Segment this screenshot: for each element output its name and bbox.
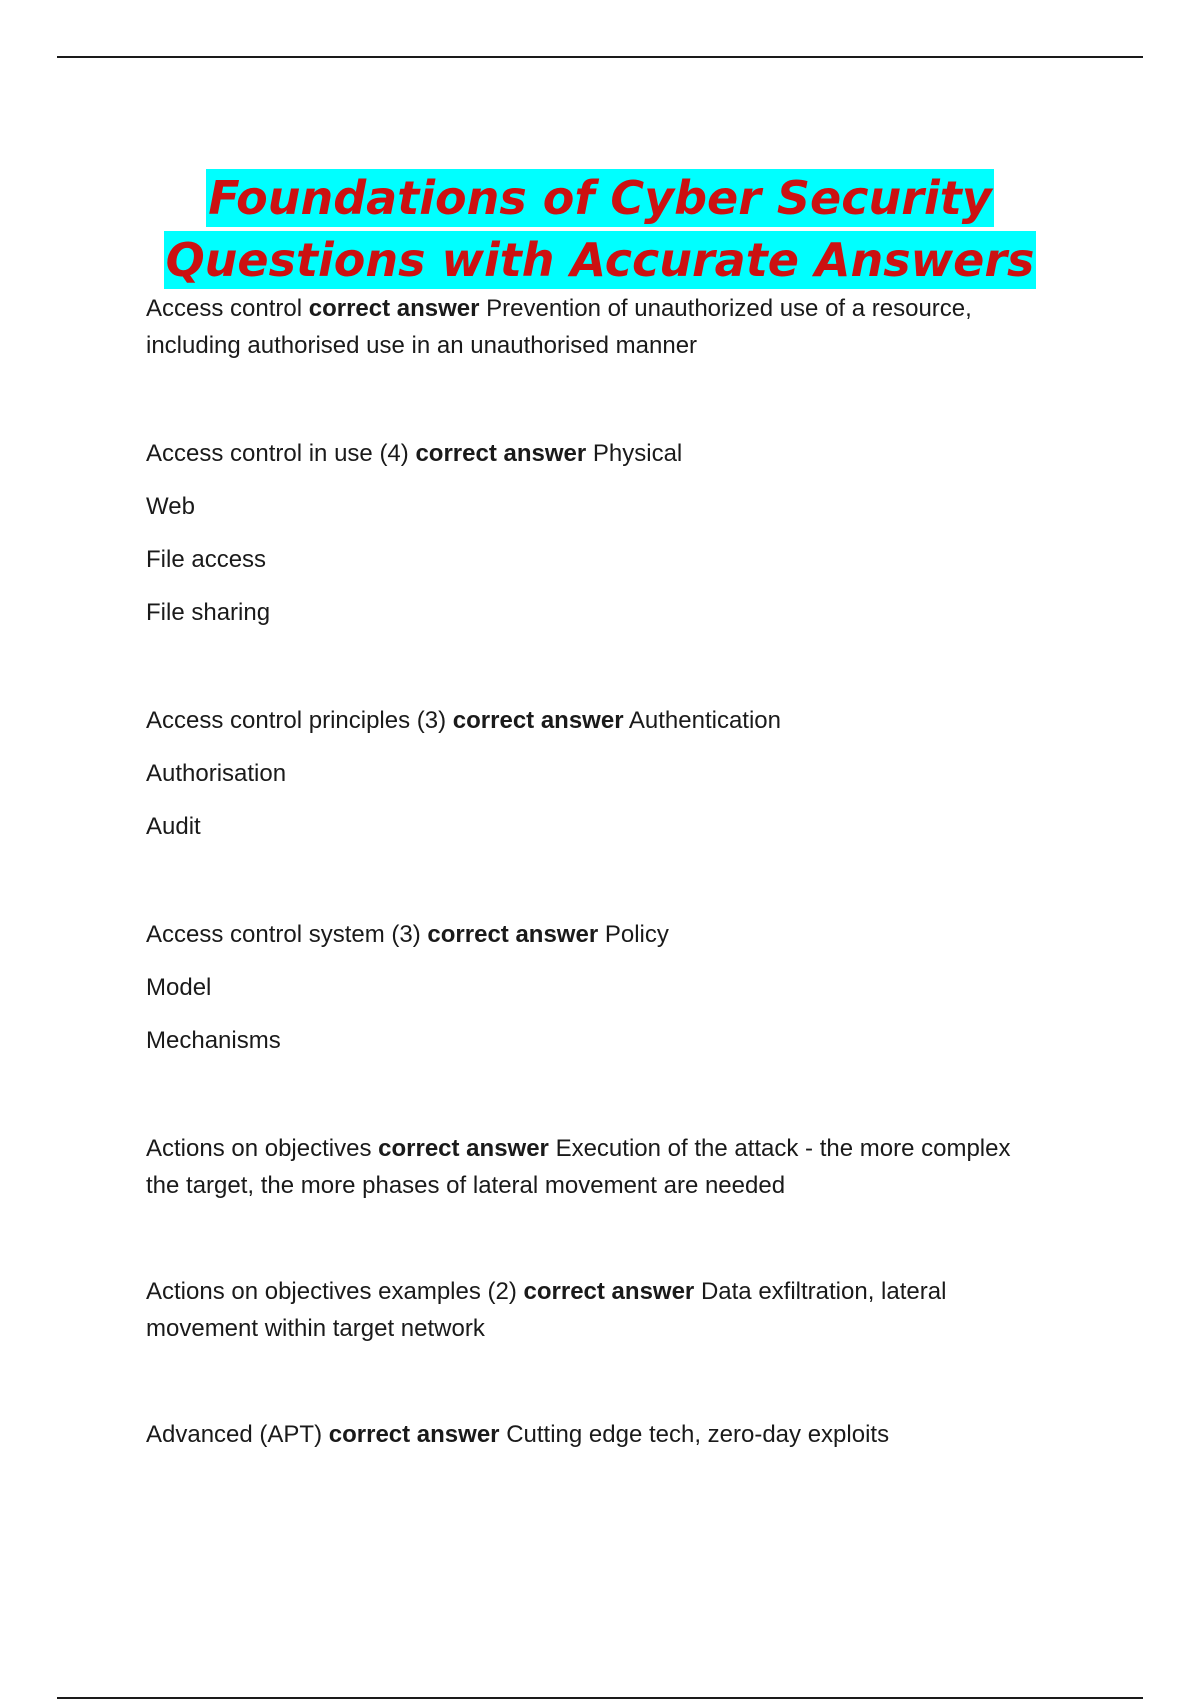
answer-item: Web	[146, 493, 195, 520]
qa-entry-access-control	[146, 290, 972, 364]
qa-entry-access-control-in-use	[146, 435, 682, 631]
qa-entry-actions-on-objectives	[146, 1130, 1010, 1204]
answer-item: File sharing	[146, 599, 271, 626]
question-term: Access control system (3)	[146, 921, 421, 948]
answer-text: Data exfiltration, lateral	[700, 1278, 947, 1305]
answer-text: Prevention of unauthorized use of a resource,	[486, 295, 972, 322]
answer-text: Execution of the attack - the more complex	[555, 1135, 1011, 1162]
document-title	[0, 168, 1200, 292]
answer-text: Authentication	[628, 707, 781, 734]
answer-marker: correct answer	[523, 1278, 695, 1305]
answer-item: Model	[146, 974, 212, 1001]
question-term: Actions on objectives examples (2)	[146, 1278, 517, 1305]
answer-item: File access	[146, 546, 267, 573]
qa-entry-advanced-apt	[146, 1416, 889, 1453]
title-line-2: Questions with Accurate Answers	[165, 233, 1035, 287]
qa-entry-actions-on-objectives-examples	[146, 1273, 946, 1347]
answer-item: Authorisation	[146, 760, 287, 787]
answer-item: Mechanisms	[146, 1027, 281, 1054]
answer-marker: correct answer	[308, 295, 480, 322]
answer-marker: correct answer	[427, 921, 599, 948]
answer-text: Physical	[592, 440, 683, 467]
answer-text-continued: movement within target network	[146, 1315, 485, 1342]
qa-entry-access-control-system	[146, 916, 669, 1059]
answer-text: Cutting edge tech, zero-day exploits	[506, 1421, 890, 1448]
answer-text-continued: the target, the more phases of lateral movement are needed	[146, 1172, 786, 1199]
answer-marker: correct answer	[452, 707, 624, 734]
answer-marker: correct answer	[378, 1135, 549, 1162]
answer-text-continued: including authorised use in an unauthorised manner	[146, 332, 698, 359]
question-term: Access control in use (4)	[146, 440, 409, 467]
title-line-1: Foundations of Cyber Security	[208, 171, 992, 225]
answer-marker: correct answer	[415, 440, 587, 467]
question-term: Advanced (APT)	[146, 1421, 323, 1448]
header-rule	[57, 56, 1143, 58]
answer-text: Policy	[604, 921, 669, 948]
question-term: Actions on objectives	[146, 1135, 372, 1162]
answer-marker: correct answer	[328, 1421, 500, 1448]
question-term: Access control	[146, 295, 303, 322]
answer-item: Audit	[146, 813, 201, 840]
question-term: Access control principles (3)	[146, 707, 447, 734]
qa-entry-access-control-principles	[146, 702, 781, 845]
footer-rule	[57, 1697, 1143, 1699]
